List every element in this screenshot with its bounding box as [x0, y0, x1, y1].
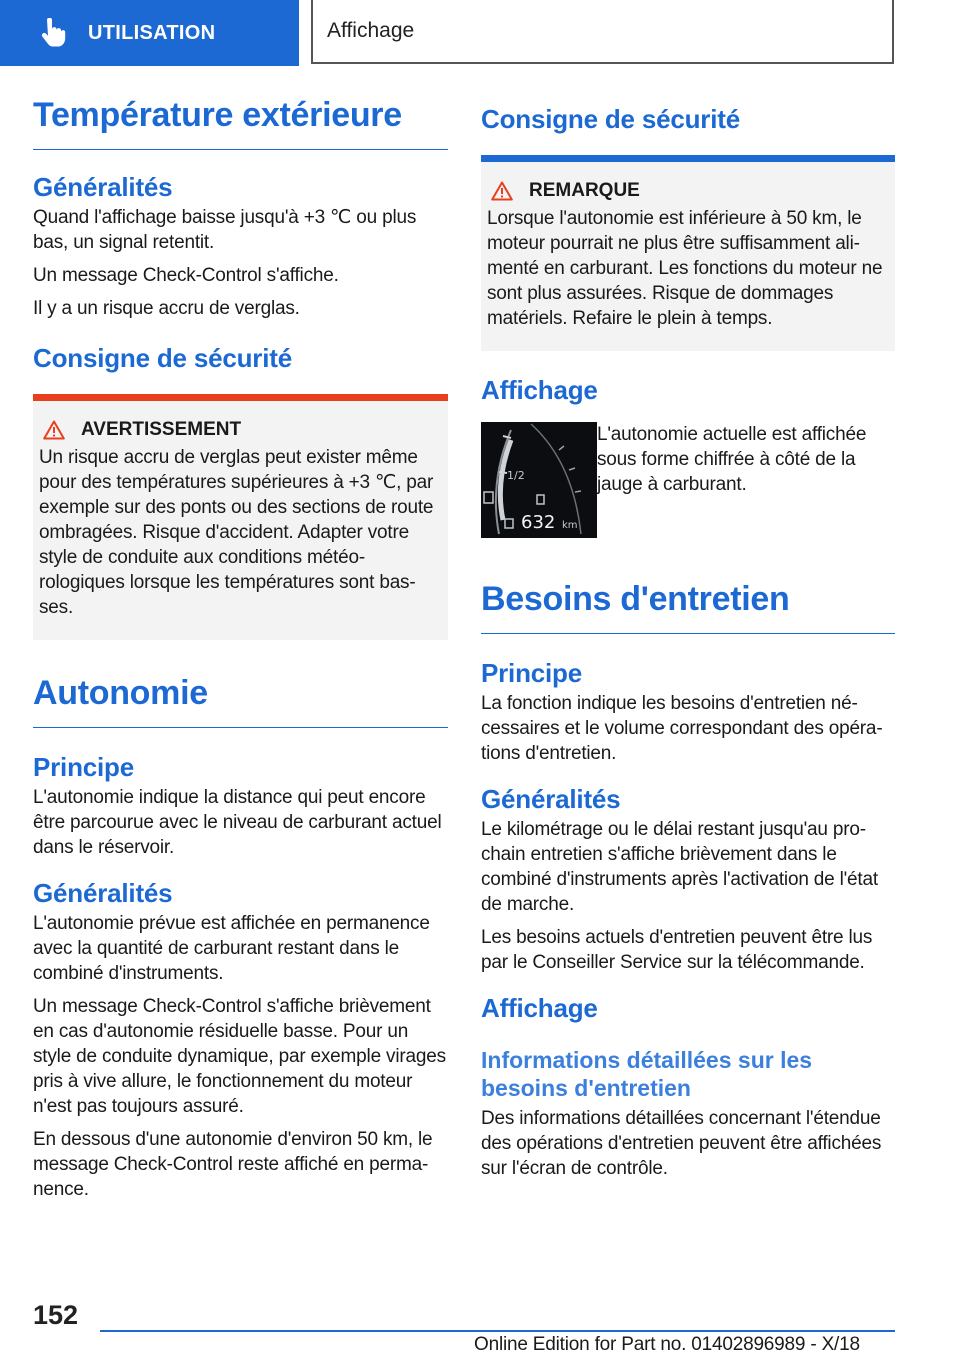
autonomie-generalites-p3: En dessous d'une autonomie d'environ 50 km, le message Check-Control reste affiché en permanence. — [33, 1129, 433, 1200]
section-tab — [0, 0, 299, 66]
left-column — [33, 96, 448, 1202]
warning-box — [33, 394, 448, 640]
temp-generalites-p2: Un message Check-Control s'affiche. — [33, 265, 339, 286]
fuel-gauge-graphic — [481, 422, 597, 538]
footer-divider — [100, 1330, 895, 1332]
warning-triangle-icon — [43, 420, 65, 440]
edition-text: Online Edition for Part no. 01402896989 - X/18 — [474, 1334, 860, 1355]
temp-generalites-p3: Il y a un risque accru de verglas. — [33, 298, 300, 319]
entretien-generalites-title: Généralités — [481, 784, 621, 814]
hand-touch-icon — [38, 18, 66, 48]
warning-text: Un risque accru de verglas peut exister même pour des températures supérieures à +3 ℃, par exemple sur des ponts ou des sections de route ombragées. Risque d'accident. Adapter votre style de conduite aux conditions météorologiques lorsque les températures sont basses. — [39, 447, 434, 618]
chapter-label: Affichage — [327, 19, 415, 42]
fuel-gauge-image — [481, 422, 597, 538]
temperature-title: Température extérieure — [33, 96, 448, 150]
infos-text: Des informations détaillées concernant l'étendue des opérations d'entretien peuvent être affichées sur l'écran de contrôle. — [481, 1108, 882, 1179]
chapter-box — [311, 0, 894, 64]
note-label: REMARQUE — [529, 180, 640, 201]
infos-title: Informations détaillées sur les besoins d'entretien — [481, 1047, 813, 1101]
autonomie-generalites-title: Généralités — [33, 878, 173, 908]
entretien-principe-title: Principe — [481, 658, 582, 688]
autonomie-title: Autonomie — [33, 674, 448, 728]
page-header — [0, 0, 960, 66]
section-label: UTILISATION — [88, 21, 216, 44]
temp-generalites-title: Généralités — [33, 172, 173, 202]
temp-generalites-p1: Quand l'affichage baisse jusqu'à +3 ℃ ou plus bas, un signal retentit. — [33, 207, 417, 253]
warning-heading — [43, 419, 442, 441]
gauge-half-label: 1/2 — [507, 469, 525, 482]
warning-triangle-icon — [491, 181, 513, 201]
right-column — [481, 96, 895, 1181]
temp-consigne-title: Consigne de sécurité — [33, 343, 292, 373]
affichage-text: L'autonomie actuelle est affichée sous forme chiffrée à côté de la jauge à carburant. — [597, 424, 867, 495]
right-consigne-title: Consigne de sécurité — [481, 104, 740, 134]
entretien-generalites-p1: Le kilométrage ou le délai restant jusqu'au prochain entretien s'affiche brièvement dans le combiné d'instruments après l'activation de l'état de marche. — [481, 819, 878, 915]
page-number: 152 — [33, 1300, 79, 1330]
autonomie-generalites-p2: Un message Check-Control s'affiche brièvement en cas d'autonomie résiduelle basse. Pour un style de conduite dynamique, par exemple virages pris à vive allure, le fonctionnement du moteur n'est pas toujours assuré. — [33, 996, 446, 1117]
entretien-principe-text: La fonction indique les besoins d'entretien nécessaires et le volume correspondant des opérations d'entretien. — [481, 693, 883, 764]
affichage-row — [481, 422, 895, 538]
entretien-title: Besoins d'entretien — [481, 580, 895, 634]
note-heading — [491, 180, 889, 202]
gauge-range-unit: km — [562, 520, 578, 531]
autonomie-generalites-p1: L'autonomie prévue est affichée en permanence avec la quantité de carburant restant dans le combiné d'instruments. — [33, 913, 430, 984]
gauge-range-value: 632 — [521, 512, 556, 533]
autonomie-principe-title: Principe — [33, 752, 134, 782]
note-text: Lorsque l'autonomie est inférieure à 50 km, le moteur pourrait ne plus être suffisamment alimenté en carburant. Les fonctions du moteur ne sont plus assurées. Risque de dommages matériels. Refaire le plein à temps. — [487, 208, 883, 329]
affichage-title: Affichage — [481, 375, 598, 405]
entretien-generalites-p2: Les besoins actuels d'entretien peuvent être lus par le Conseiller Service sur la télécommande. — [481, 927, 873, 973]
note-box — [481, 155, 895, 351]
entretien-affichage-title: Affichage — [481, 993, 598, 1023]
autonomie-principe-text: L'autonomie indique la distance qui peut encore être parcourue avec le niveau de carburant actuel dans le réservoir. — [33, 787, 442, 858]
warning-label: AVERTISSEMENT — [81, 419, 242, 440]
